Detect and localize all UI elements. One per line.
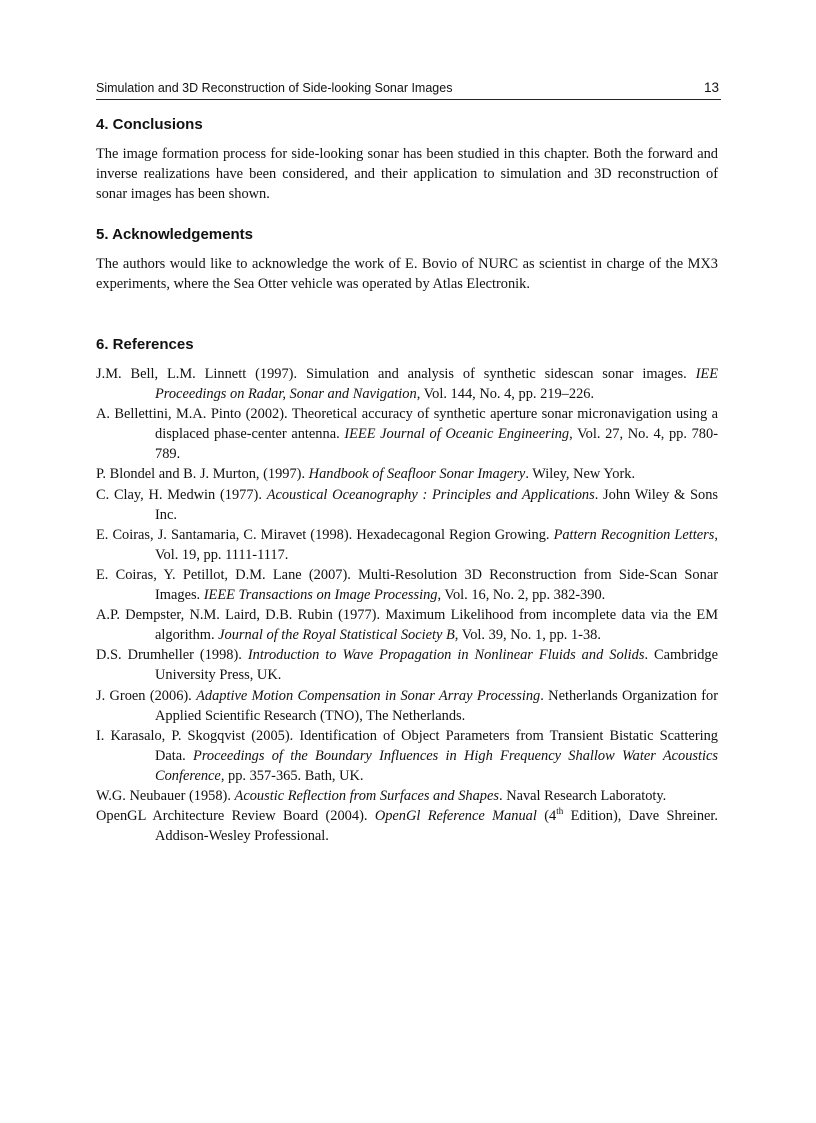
reference-list xyxy=(96,364,718,846)
reference-item xyxy=(96,464,718,484)
reference-source: Handbook of Seafloor Sonar Imagery xyxy=(308,466,526,483)
running-head-title: Simulation and 3D Reconstruction of Side-looking Sonar Images xyxy=(96,81,453,95)
reference-source: Acoustical Oceanography : Principles and Applications xyxy=(266,486,595,503)
reference-details: , pp. 357-365. Bath, UK. xyxy=(220,767,364,784)
references-heading: 6. References xyxy=(96,336,194,353)
reference-text: OpenGL Architecture Review Board (2004). xyxy=(96,808,375,825)
reference-details: , Vol. 144, No. 4, pp. 219–226. xyxy=(416,386,595,403)
reference-source: IEEE Journal of Oceanic Engineering xyxy=(344,426,570,443)
reference-details: . John Wiley & Sons Inc. xyxy=(155,486,718,523)
reference-item xyxy=(96,726,718,786)
reference-edition: (4 xyxy=(536,808,557,825)
reference-details: , Vol. 19, pp. 1111-1117. xyxy=(155,526,718,563)
reference-text: D.S. Drumheller (1998). xyxy=(96,647,248,664)
reference-source: IEE Proceedings on Radar, Sonar and Navigation xyxy=(155,366,718,403)
reference-item xyxy=(96,404,718,464)
reference-text: E. Coiras, J. Santamaria, C. Miravet (1998). Hexadecagonal Region Growing. xyxy=(96,526,554,543)
conclusions-heading: 4. Conclusions xyxy=(96,116,203,133)
reference-text: E. Coiras, Y. Petillot, D.M. Lane (2007). Multi-Resolution 3D Reconstruction from Side-Scan Sonar Images. xyxy=(96,566,718,604)
reference-details: . Naval Research Laboratoty. xyxy=(499,787,667,804)
reference-details: Edition), Dave Shreiner. Addison-Wesley Professional. xyxy=(155,808,719,845)
reference-text: A.P. Dempster, N.M. Laird, D.B. Rubin (1977). Maximum Likelihood from incomplete data via the EM algorithm. xyxy=(96,607,718,644)
reference-item xyxy=(96,645,718,685)
reference-source: IEEE Transactions on Image Processing xyxy=(203,587,438,604)
reference-details: . Netherlands Organization for Applied Scientific Research (TNO), The Netherlands. xyxy=(155,687,718,724)
reference-source: Adaptive Motion Compensation in Sonar Array Processing xyxy=(196,687,541,704)
reference-details: . Wiley, New York. xyxy=(525,466,636,483)
conclusions-paragraph: The image formation process for side-looking sonar has been studied in this chapter. Both the forward and inverse realizations have been considered, and their application to simulation and 3D reconstruction of sonar images has been shown. xyxy=(96,146,718,202)
acknowledgements-paragraph: The authors would like to acknowledge the work of E. Bovio of NURC as scientist in charge of the MX3 experiments, where the Sea Otter vehicle was operated by Atlas Electronik. xyxy=(96,256,718,292)
running-head xyxy=(96,80,721,100)
reference-text: P. Blondel and B. J. Murton, (1997). xyxy=(96,466,309,483)
reference-text: J. Groen (2006). xyxy=(96,687,197,704)
reference-item xyxy=(96,806,718,846)
reference-text: J.M. Bell, L.M. Linnett (1997). Simulation and analysis of synthetic sidescan sonar images. xyxy=(96,366,696,382)
reference-item xyxy=(96,786,718,806)
reference-source: Pattern Recognition Letters xyxy=(553,526,715,543)
reference-source: Introduction to Wave Propagation in Nonlinear Fluids and Solids xyxy=(247,647,645,664)
reference-details: , Vol. 27, No. 4, pp. 780-789. xyxy=(155,426,718,463)
reference-item xyxy=(96,364,718,404)
acknowledgements-heading: 5. Acknowledgements xyxy=(96,226,253,243)
reference-details: . Cambridge University Press, UK. xyxy=(155,647,718,684)
reference-details: , Vol. 16, No. 2, pp. 382-390. xyxy=(437,587,606,604)
reference-text: I. Karasalo, P. Skogqvist (2005). Identification of Object Parameters from Transient Bistatic Scattering Data. xyxy=(96,727,718,764)
reference-text: A. Bellettini, M.A. Pinto (2002). Theoretical accuracy of synthetic aperture sonar micronavigation using a displaced phase-center antenna. xyxy=(96,406,718,443)
reference-item xyxy=(96,485,718,525)
reference-source: OpenGl Reference Manual xyxy=(374,808,537,825)
reference-details: , Vol. 39, No. 1, pp. 1-38. xyxy=(454,627,601,644)
reference-text: W.G. Neubauer (1958). xyxy=(96,787,235,804)
page-number: 13 xyxy=(703,80,719,95)
reference-source: Acoustic Reflection from Surfaces and Shapes xyxy=(234,787,499,804)
reference-item xyxy=(96,525,718,565)
reference-source: Journal of the Royal Statistical Society B xyxy=(218,627,455,644)
reference-source: Proceedings of the Boundary Influences in High Frequency Shallow Water Acoustics Conference xyxy=(155,747,718,784)
reference-item xyxy=(96,686,718,726)
reference-item xyxy=(96,605,718,645)
reference-item xyxy=(96,565,718,605)
reference-text: C. Clay, H. Medwin (1977). xyxy=(96,486,267,503)
ordinal-superscript: th xyxy=(556,806,564,817)
